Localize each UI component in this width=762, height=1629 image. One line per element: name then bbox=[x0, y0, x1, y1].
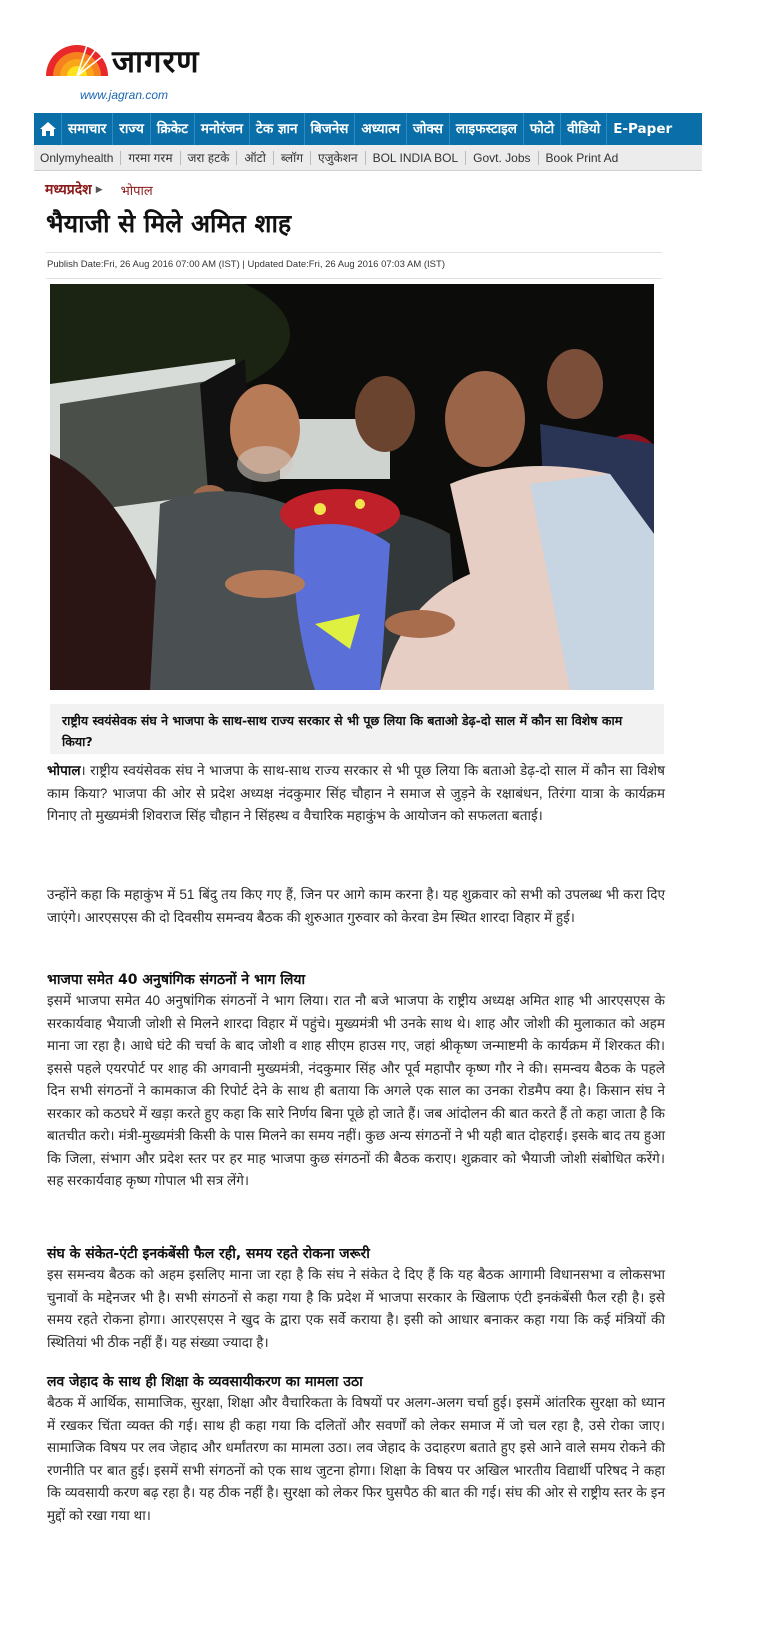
breadcrumb-state[interactable]: मध्यप्रदेश bbox=[45, 182, 92, 198]
section-heading-1: भाजपा समेत 40 अनुषांगिक संगठनों ने भाग लिया bbox=[47, 972, 306, 988]
nav-item-business[interactable]: बिजनेस bbox=[305, 113, 356, 145]
article-paragraph-3: इसमें भाजपा समेत 40 अनुषांगिक संगठनों ने भाग लिया। रात नौ बजे भाजपा के राष्ट्रीय अध्यक्ष अमित शाह भी आरएसएस के सरकार्यवाह भैयाजी जोशी से मिलने शारदा विहार में पहुंचे। मुख्यमंत्री भी उनके साथ थे। शाह और जोशी की मुलाकात को अहम माना जा रहा है। आधे घंटे की चर्चा के बाद जोशी व शाह सीएम हाउस गए, जहां श्रीकृष्ण जन्माष्टमी के कार्यक्रम में शिरकत की। इससे पहले एयरपोर्ट पर शाह की अगवानी मुख्यमंत्री, नंदकुमार सिंह और पूर्व महापौर कृष्ण गौर ने की। समन्वय बैठक के पहले दिन सभी संगठनों ने कामकाज की रिपोर्ट देने के साथ ही बताया कि अगले एक साल का उनका रोडमैप क्या है। किसान संघ ने सरकार को कठघरे में खड़ा करते हुए कहा कि सारे निर्णय बिना पूछे हो जाते हैं। जब आंदोलन की बात करते हैं तो कहा जाता है कि बातचीत करो। मंत्री-मुख्यमंत्री किसी के पास मिलने का समय नहीं। कुछ अन्य संगठनों ने भी यही बात दोहराई। इसके बाद तय हुआ कि जिला, संभाग और प्रदेश स्तर पर हर माह भाजपा कुछ संगठनों की बैठक कराए। शुक्रवार को भैयाजी जोशी संबोधित करेंगे। सह सरकार्यवाह कृष्ण गोपाल भी सत्र लेंगे। bbox=[47, 993, 665, 1188]
nav-item-video[interactable]: वीडियो bbox=[561, 113, 607, 145]
section-heading-3: लव जेहाद के साथ ही शिक्षा के व्यवसायीकरण का मामला उठा bbox=[47, 1374, 363, 1390]
jagran-logo[interactable] bbox=[44, 42, 244, 82]
article-photo bbox=[50, 284, 654, 690]
article-paragraph-5: बैठक में आर्थिक, सामाजिक, सुरक्षा, शिक्षा और वैचारिकता के विषयों पर अलग-अलग चर्चा हुई। इसमें आंतरिक सुरक्षा को ध्यान में रखकर चिंता व्यक्त की गई। साथ ही कहा गया कि दलितों और सवर्णों को लेकर समाज में जो चल रहा है, उसे रोका जाए। सामाजिक विषय पर लव जेहाद और धर्मांतरण का मामला उठा। लव जेहाद के उदाहरण बताते हुए इसे आने वाले समय रोकने की रणनीति पर बात हुई। इसमें सभी संगठनों को एक साथ जुटना होगा। शिक्षा के विषय पर अखिल भारतीय विद्यार्थी परिषद ने कहा कि व्यवसायी करण बढ़ रहा है। यह ठीक नहीं है। सुरक्षा को लेकर फिर घुसपैठ की बात की गई। संघ की ओर से राष्ट्रीय स्तर के इन मुद्दों को रखा गया था। bbox=[47, 1395, 665, 1523]
nav-item-photo[interactable]: फोटो bbox=[524, 113, 561, 145]
nav-item-epaper[interactable]: E-Paper bbox=[613, 121, 673, 137]
sub-nav bbox=[34, 145, 702, 171]
main-nav bbox=[34, 113, 702, 145]
breadcrumb-arrow-icon: ▶ bbox=[95, 184, 103, 195]
subnav-item-garma-garam[interactable]: गरमा गरम bbox=[121, 151, 180, 165]
subnav-item-auto[interactable]: ऑटो bbox=[237, 151, 273, 165]
home-icon bbox=[39, 121, 57, 137]
nav-item-rajya[interactable]: राज्य bbox=[113, 113, 151, 145]
nav-item-jokes[interactable]: जोक्स bbox=[407, 113, 450, 145]
nav-item-manoranjan[interactable]: मनोरंजन bbox=[195, 113, 250, 145]
article-paragraph-1 bbox=[47, 760, 665, 828]
subnav-item-zara-hatke[interactable]: जरा हटके bbox=[181, 151, 238, 165]
nav-item-lifestyle[interactable]: लाइफस्टाइल bbox=[450, 113, 524, 145]
breadcrumb bbox=[45, 180, 153, 199]
subnav-item-bol-india-bol[interactable]: BOL INDIA BOL bbox=[366, 151, 467, 165]
article-paragraph-2: उन्होंने कहा कि महाकुंभ में 51 बिंदु तय किए गए हैं, जिन पर आगे काम करना है। यह शुक्रवार को सभी को उपलब्ध भी करा दिए जाएंगे। आरएसएस की दो दिवसीय समन्वय बैठक की शुरुआत गुरुवार को केरवा डेम स्थित शारदा विहार में हुई। bbox=[47, 887, 665, 925]
nav-item-samachar[interactable]: समाचार bbox=[62, 113, 113, 145]
photo-illustration bbox=[50, 284, 654, 690]
sun-logo-icon bbox=[44, 42, 110, 78]
nav-item-adhyatm[interactable]: अध्यात्म bbox=[355, 113, 407, 145]
page-title: भैयाजी से मिले अमित शाह bbox=[46, 209, 292, 238]
dateline: भोपाल bbox=[47, 763, 81, 778]
subnav-item-blog[interactable]: ब्लॉग bbox=[274, 151, 311, 165]
divider bbox=[46, 252, 662, 253]
publish-dates: Publish Date:Fri, 26 Aug 2016 07:00 AM (IST) | Updated Date:Fri, 26 Aug 2016 07:03 AM (IST) bbox=[47, 259, 445, 270]
paragraph-text: । राष्ट्रीय स्वयंसेवक संघ ने भाजपा के साथ-साथ राज्य सरकार से भी पूछ लिया कि बताओ डेढ़-दो साल में कौन सा विशेष काम किया? भाजपा की ओर से प्रदेश अध्यक्ष नंदकुमार सिंह चौहान ने समाज से जुड़ने के रक्षाबंधन, तिरंगा यात्रा के कार्यक्रम गिनाए तो मुख्यमंत्री शिवराज सिंह चौहान ने सिंहस्थ व वैचारिक महाकुंभ के आयोजन को सफलता बताई। bbox=[47, 763, 665, 823]
subnav-item-education[interactable]: एजुकेशन bbox=[311, 151, 366, 165]
article-summary: राष्ट्रीय स्वयंसेवक संघ ने भाजपा के साथ-साथ राज्य सरकार से भी पूछ लिया कि बताओ डेढ़-दो साल में कौन सा विशेष काम किया? bbox=[50, 704, 664, 754]
site-url-link[interactable]: www.jagran.com bbox=[80, 88, 169, 102]
section-heading-2: संघ के संकेत-एंटी इनकंबेंसी फैल रही, समय रहते रोकना जरूरी bbox=[47, 1246, 370, 1262]
logo-text: जागरण bbox=[112, 44, 200, 80]
nav-item-tech[interactable]: टेक ज्ञान bbox=[250, 113, 305, 145]
breadcrumb-city[interactable]: भोपाल bbox=[120, 183, 153, 199]
subnav-item-onlymyhealth[interactable]: Onlymyhealth bbox=[40, 151, 121, 165]
subnav-item-govt-jobs[interactable]: Govt. Jobs bbox=[466, 151, 538, 165]
nav-item-cricket[interactable]: क्रिकेट bbox=[151, 113, 195, 145]
subnav-item-book-print-ad[interactable]: Book Print Ad bbox=[545, 150, 619, 165]
article-paragraph-4: इस समन्वय बैठक को अहम इसलिए माना जा रहा है कि संघ ने संकेत दे दिए हैं कि यह बैठक आगामी विधानसभा व लोकसभा चुनावों के मद्देनजर भी है। सभी संगठनों से कहा गया है कि प्रदेश में भाजपा सरकार के खिलाफ एंटी इनकंबेंसी फैल रही है। इसे समय रहते रोकना होगा। आरएसएस ने खुद के द्वारा एक सर्वे कराया है। इसी को आधार बनाकर कहा गया कि कई मंत्रियों की स्थितियां भी ठीक नहीं हैं। यह संख्या ज्यादा है। bbox=[47, 1267, 665, 1350]
nav-home[interactable] bbox=[34, 113, 62, 145]
divider bbox=[46, 278, 662, 279]
